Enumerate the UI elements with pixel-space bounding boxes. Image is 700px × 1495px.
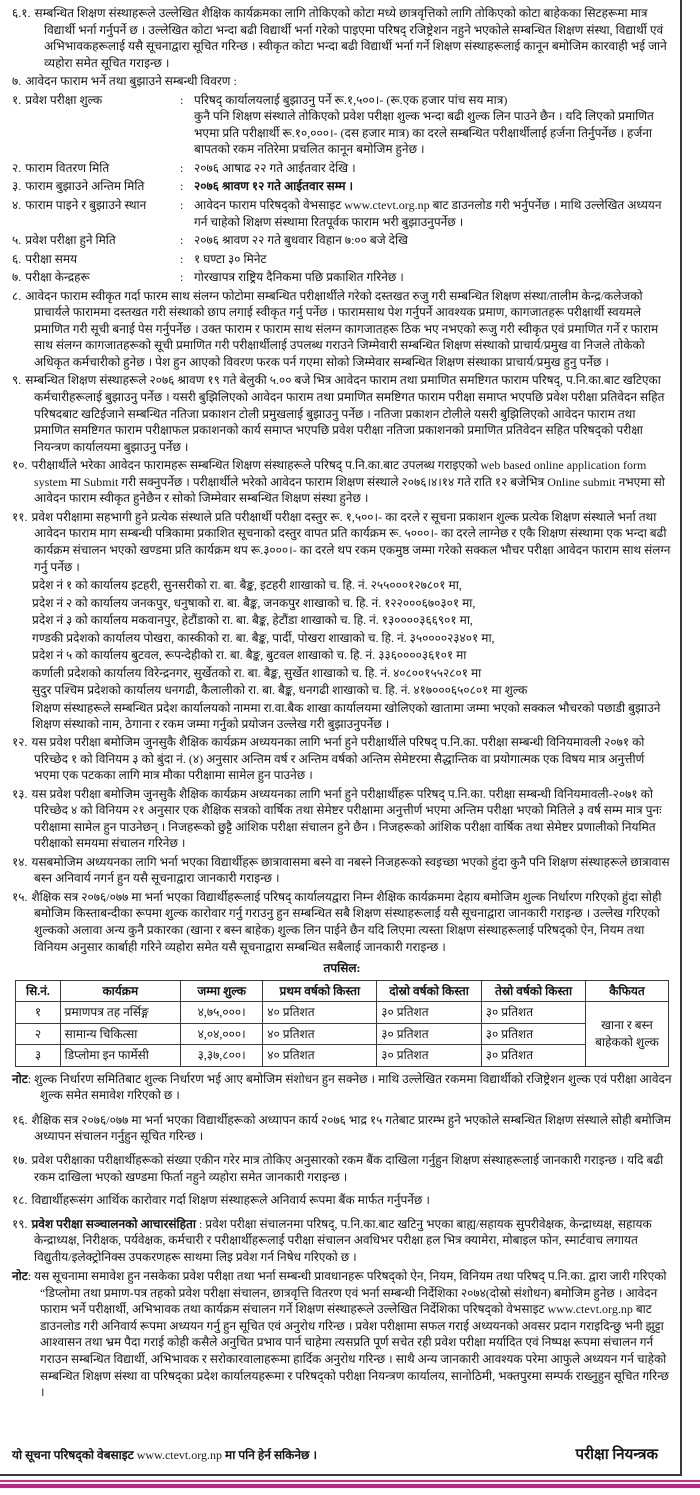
detail-value: २०७६ श्रावण २२ गते बुधवार विहान ७:०० बजे देखि: [194, 233, 408, 248]
detail-colon: :: [180, 92, 184, 107]
cell-third-installment: ३० प्रतिशत: [481, 1045, 586, 1067]
detail-item-7: [12, 269, 672, 286]
cell-program: सामान्य चिकित्सा: [60, 1023, 180, 1045]
col-header-sn: सि.नं.: [16, 980, 60, 1002]
detail-label: ४. फाराम पाइने र बुझाउने स्थान: [12, 198, 147, 213]
para-9: ९. सम्बन्धित शिक्षण संस्थाहरूले २०७६ श्रावण १९ गते बेलुकी ५.०० बजे भित्र आवेदन फाराम तथा प्रमाणित समष्टिगत फाराम परिषद्, प.नि.का.बाट खटिएका कर्मचारीहरूलाई बुझाउनु पर्नेछ । यसरी बुझिलिएको आवेदन फाराम तथा प्रमाणित समष्टिगत फाराम परीक्षा समाप्त भएपछि प्रवेश परीक्षा प्रतिवेदन सहित परिषदबाट खटिईजाने सम्बन्धित नतिजा प्रकाशन टोली प्रमुखलाई बुझाउनु पर्नेछ । नतिजा प्रकाशन टोलीले यसरी बुझिलिएको आवेदन फाराम तथा प्रमाणित समष्टिगत फाराम परीक्षाफल प्रकाशनको कार्य समाप्त भएपछि प्रवेश परीक्षा नतिजा प्रकाशनको प्रमाणित प्रतिवेदन सहित परिषद्को परीक्षा नियन्त्रण कार्यालयमा बुझाउनु पर्नेछ ।: [12, 373, 665, 454]
cell-sn: २: [16, 1023, 60, 1045]
table-row: [16, 1023, 668, 1045]
col-header-third-installment: तेस्रो वर्षको किस्ता: [481, 980, 586, 1002]
cell-sn: ३: [16, 1045, 60, 1067]
code-of-conduct-title: प्रवेश परीक्षा सञ्चालनको आचारसंहिता: [31, 1216, 196, 1231]
magenta-divider: [0, 1480, 700, 1488]
detail-colon: :: [180, 160, 184, 175]
col-header-total-fee: जम्मा शुल्क: [180, 980, 262, 1002]
cell-first-installment: ४० प्रतिशत: [263, 1045, 377, 1067]
para-11: ११. प्रवेश परीक्षामा सहभागी हुने प्रत्येक संस्थाले प्रति परीक्षार्थी परीक्षा दस्तुर रू. १,५००।- का दरले र सूचना प्रकाशन शुल्क प्रत्येक शिक्षण संस्थाले भर्ना तथा आवेदन फाराम माग सम्बन्धी पत्रिकामा प्रकाशित सूचनाको दस्तुर वापत प्रति कार्यक्रम रू. ५०००।- का दरले लाग्नेछ र एकै शिक्षण संस्थामा एक भन्दा बढी कार्यक्रम संचालन भएको खण्डमा प्रति कार्यक्रम थप रू.३०००।- का दरले थप रकम एकमुष्ठ जम्मा गरेको सक्कल भौचर परीक्षा आवेदन फाराम साथ संलग्न गर्नु पर्नेछ ।: [12, 509, 671, 574]
cell-first-installment: ४० प्रतिशत: [263, 1002, 377, 1024]
final-note: [12, 1268, 672, 1400]
detail-item-6: [12, 251, 672, 268]
cell-program: डिप्लोमा इन फार्मेसी: [60, 1045, 180, 1067]
fee-schedule-table: [15, 980, 668, 1067]
notice-footer: [12, 1445, 672, 1468]
signatory-exam-controller: परीक्षा नियन्त्रक: [575, 1447, 658, 1464]
detail-item-1: [12, 92, 672, 158]
para-16: १६. शैक्षिक सत्र २०७६/०७७ मा भर्ना भएका विद्यार्थीहरूको अध्यापन कार्य २०७६ भाद्र १५ गतेबाट प्रारम्भ हुने भएकोले सम्बन्धित शिक्षण संस्थाले सोही बमोजिम अध्यापन संचालन गर्नुहुन सूचित गरिन्छ ।: [12, 1112, 671, 1144]
detail-value: [194, 92, 672, 158]
detail-colon: :: [180, 233, 184, 248]
para-12: १२. यस प्रवेश परीक्षा बमोजिम जुनसुकै शैक्षिक कार्यक्रम अध्ययनका लागि भर्ना हुने परीक्षार्थीले परिषद् प.नि.का. परीक्षा सम्बन्धी विनियमावली २०७१ को परिच्छेद १ को विनियम ३ को बुंदा नं. (४) अनुसार अन्तिम वर्ष र अन्तिम वर्षको अन्तिम सेमेष्टरमा सैद्धान्तिक वा प्रयोगात्मक एक विषय मात्र अनुत्तीर्ण भएमा एक पटकका लागि मात्र मौका परीक्षामा सामेल हुन पाउनेछ ।: [12, 734, 645, 783]
para-text: सम्बन्धित शिक्षण संस्थाहरूले उल्लेखित शैक्षिक कार्यक्रमका लागि तोकिएको कोटा मध्ये छात्रवृत्तिको लागि तोकिएको कोटा बाहेकका सिटहरूमा मात्र विद्यार्थी भर्ना गर्नुपर्ने छ । उल्लेखित कोटा भन्दा बढी विद्यार्थी भर्ना गरेको पाइएमा परिषद् रजिष्ट्रेशन नहुने भएकोले सम्बन्धित शिक्षण संस्था, विद्यार्थी एवं अभिभावकहरूलाई यसै सूचनाद्वारा सूचित गरिन्छ । स्वीकृत कोटा भन्दा बढी विद्यार्थी भर्ना गर्ने शिक्षण संस्थाहरूलाई कानून बमोजिम कारवाही भई जाने व्यहोरा समेत सूचित गराइन्छ ।: [34, 6, 667, 70]
col-header-first-installment: प्रथम वर्षको किस्ता: [263, 980, 377, 1002]
detail-value: गोरखापत्र राष्ट्रिय दैनिकमा पछि प्रकाशित गरिनेछ ।: [194, 270, 404, 285]
note-text: : यस सूचनामा समावेश हुन नसकेका प्रवेश परीक्षा तथा भर्ना सम्बन्धी प्रावधानहरू परिषद्को ऐन, नियम, विनियम तथा परिषद् प.नि.का. द्वारा जारी गरिएको “डिप्लोमा तथा प्रमाण-पत्र तहको प्रवेश परीक्षा संचालन, छात्रवृत्ति वितरण एवं भर्ना सम्बन्धी निर्देशिका २०७४(दोस्रो संशोधन) बमोजिम हुनेछ । आवेदन फाराम भर्ने परीक्षार्थी, अभिभावक तथा कार्यक्रम संचालन गर्ने शिक्षण संस्थाहरूले उल्लेखित निर्देशिका परिषद्को वेभसाइट www.ctevt.org.np बाट डाउनलोड गरी अनिवार्य रूपमा अध्ययन गर्नु हुन सूचित एवं अनुरोध गरिन्छ । प्रवेश परीक्षामा सफल गराई अध्ययनको अवसर प्रदान गराइदिन्छु भनी झुट्टा आश्वासन तथा भ्रम पैदा गराई कोही कसैले अनुचित प्रभाव पार्न चाहेमा त्यसप्रति पूर्ण सचेत रही प्रवेश परीक्षा मर्यादित एवं निष्पक्ष रूपमा संचालन गर्न गराउन सम्बन्धित विद्यार्थी, अभिभावक र सरोकारवालाहरूमा हार्दिक अनुरोध गरिन्छ । साथै अन्य जानकारी आवश्यक परेमा आफुले अध्ययन गर्न चाहेको सम्बन्धित शिक्षण संस्था वा परिषद्का प्रदेश कार्यालयहरूमा र परिषद्को परीक्षा नियन्त्रण कार्यालय, सानोठिमी, भक्तपुरमा सम्पर्क राख्नुहुन सूचित गरिन्छ ।: [27, 1269, 669, 1400]
col-header-program: कार्यक्रम: [60, 980, 180, 1002]
cell-remarks-merged: खाना र बस्न बाहेकको शुल्क: [586, 1002, 668, 1067]
para-number: ७.: [12, 74, 22, 89]
col-header-remarks: कैफियत: [586, 980, 668, 1002]
heading-text: आवेदन फाराम भर्ने तथा बुझाउने सम्बन्धी विवरण :: [25, 74, 237, 89]
detail-label: १. प्रवेश परीक्षा शुल्क: [12, 92, 103, 107]
para-18: १८. विद्यार्थीहरूसंग आर्थिक कारोवार गर्दा शिक्षण संस्थाहरूले अनिवार्य रूपमा बैंक मार्फत गर्नुपर्नेछ ।: [12, 1193, 430, 1208]
note-label: नोट: [12, 1071, 28, 1086]
bank-account-line-sudurpashchim: सुदुर पश्चिम प्रदेशको कार्यालय धनगढी, कैलालीको रा. बा. बैङ्क, धनगढी शाखाको च. हि. नं. ४१७०००६५०८०१ मा शुल्क: [32, 683, 528, 698]
detail-colon: :: [180, 270, 184, 285]
cell-third-installment: ३० प्रतिशत: [481, 1023, 586, 1045]
code-of-conduct-text: : प्रवेश परीक्षा संचालनमा परिषद्, प.नि.का.बाट खटिनु भएका बाह्य/सहायक सुपरीवेक्षक, केन्द्राध्यक्ष, सहायक केन्द्राध्यक्ष, निरीक्षक, पर्यवेक्षक, कर्मचारी र परीक्षार्थीहरूलाई परीक्षा संचालन अवधिभर परीक्षा हल भित्र क्यामेरा, मोबाइल फोन, स्मार्टवाच लगायत विद्युतीय/इलेक्ट्रोनिक्स उपकरणहरू साथमा लिइ प्रवेश गर्न निषेध गरिएको छ ।: [34, 1216, 652, 1264]
cell-total: ३,३७,८००।: [180, 1045, 262, 1067]
note-text: : शुल्क निर्धारण समितिबाट शुल्क निर्धारण भई आए बमोजिम संशोधन हुन सक्नेछ । माथि उल्लेखित रकममा विद्यार्थीको रजिष्ट्रेशन शुल्क एवं परीक्षा आवेदन शुल्क समेत समावेश गरिएको छ ।: [27, 1071, 672, 1103]
cell-total: ४,०४,०००।: [180, 1023, 262, 1045]
detail-value: आवेदन फाराम परिषद्को वेभसाइट www.ctevt.org.np बाट डाउनलोड गरी भर्नुपर्नेछ । माथि उल्लेखित अध्ययन गर्न चाहेको शिक्षण संस्थामा रितपूर्वक फाराम भरी बुझाउनुपर्नेछ ।: [194, 198, 662, 229]
detail-colon: :: [180, 198, 184, 213]
table-row: [16, 1045, 668, 1067]
bank-account-line-gandaki: गण्डकी प्रदेशको कार्यालय पोखरा, कास्कीको रा. बा. बैङ्क, पार्दी, पोखरा शाखाको च. हि. नं. ३५००००२३४०१ मा,: [32, 630, 495, 645]
table-title: तपसिल:: [323, 961, 361, 976]
detail-item-2: [12, 160, 672, 177]
cell-second-installment: ३० प्रतिशत: [377, 1002, 482, 1024]
detail-value: १ घण्टा ३० मिनेट: [194, 251, 267, 266]
ctevt-website-url: www.ctevt.org.np: [136, 1448, 223, 1463]
para-10: १०. परीक्षार्थीले भरेका आवेदन फारामहरू सम्बन्धित शिक्षण संस्थाहरूले परिषद् प.नि.का.बाट उपलब्ध गराइएको web based online application form system मा Submit गरी सक्नुपर्नेछ । परीक्षार्थीले भरेको आवेदन फाराम शिक्षण संस्थाले २०७६।४।१४ गते राति १२ बजेभित्र Online submit नभएमा सो आवेदन फाराम स्वीकृत हुनेछैन र सोको जिम्मेवार सम्बन्धित शिक्षण संस्था हुनेछ ।: [12, 458, 665, 506]
para-6-1: [12, 5, 672, 71]
table-row: [16, 1002, 668, 1024]
detail-value: २०७६ आषाढ २२ गते आईतवार देखि ।: [194, 160, 356, 175]
detail-label: ३. फाराम बुझाउने अन्तिम मिति: [12, 179, 145, 194]
bank-deposit-instruction: शिक्षण संस्थाहरूले सम्बन्धित प्रदेश कार्यालयको नाममा रा.वा.बैक शाखा कार्यालयमा खोलिएको खातामा जम्मा भएको सक्कल भौचरको पछाडी बुझाउने शिक्षण संस्थाको नाम, ठेगाना र रकम जम्मा गर्नुको प्रयोजन उल्लेख गरी बुझाउनुपर्नेछ ।: [32, 700, 661, 732]
para-19-code-of-conduct: १९. प्रवेश परीक्षा सञ्चालनको आचारसंहिता : प्रवेश परीक्षा संचालनमा परिषद्, प.नि.का.बाट खटिनु भएका बाह्य/सहायक सुपरीवेक्षक, केन्द्राध्यक्ष, सहायक केन्द्राध्यक्ष, निरीक्षक, पर्यवेक्षक, कर्मचारी र परीक्षार्थीहरूलाई परीक्षा संचालन अवधिभर परीक्षा हल भित्र क्यामेरा, मोबाइल फोन, स्मार्टवाच लगायत विद्युतीय/इलेक्ट्रोनिक्स उपकरणहरू साथमा लिइ प्रवेश गर्न निषेध गरिएको छ ।: [12, 1216, 652, 1264]
table-header-row: [16, 980, 668, 1002]
fee-main-line: परिषद् कार्यालयलाई बुझाउनु पर्ने रू.१,५००।- (रू.एक हजार पांच सय मात्र): [194, 92, 508, 107]
para-number: ६.१.: [12, 6, 31, 20]
detail-label: ५. प्रवेश परीक्षा हुने मिति: [12, 233, 116, 248]
cell-second-installment: ३० प्रतिशत: [377, 1045, 482, 1067]
cell-third-installment: ३० प्रतिशत: [481, 1002, 586, 1024]
col-header-second-installment: दोस्रो वर्षको किस्ता: [377, 980, 482, 1002]
detail-item-5: [12, 232, 672, 249]
para-15: १५. शैक्षिक सत्र २०७६/०७७ मा भर्ना भएका विद्यार्थीहरूलाई परिषद् कार्यालयद्वारा निम्न शैक्षिक कार्यक्रममा देहाय बमोजिम शुल्क निर्धारण गरिएको हुंदा सोही बमोजिम किस्ताबन्दीका रूपमा शुल्क कारोवार गर्नु गराउनु हुन सम्बन्धित सबै शिक्षण संस्थाहरूलाई यसै सूचनाद्वारा जानकारी गराइन्छ । उल्लेख गरिएको शुल्कको अलावा अन्य कुनै प्रकारका (खाना र बस्न बाहेक) शुल्क लिन पाईने छैन यदि लिएमा त्यस्ता शिक्षण संस्थाहरूलाई परिषद्को ऐन, नियम तथा विनियम अनुसार कार्बाही गरिने व्यहोरा समेत यसै सूचनाद्वारा सम्बन्धित सबैलाई जानकारी गराइन्छ ।: [12, 889, 662, 954]
cell-total: ४,७५,०००।: [180, 1002, 262, 1024]
divider-line-thick: [0, 1484, 700, 1488]
detail-colon: :: [180, 251, 184, 266]
cell-second-installment: ३० प्रतिशत: [377, 1023, 482, 1045]
fee-penalty-note: कुनै पनि शिक्षण संस्थाले तोकिएको प्रवेश परीक्षा शुल्क भन्दा बढी शुल्क लिन पाउने छैन । यदि लिएको प्रमाणित भएमा प्रति परीक्षार्थी रू.१०,०००।- (दस हजार मात्र) का दरले सम्बन्धित परीक्षार्थीलाई हर्जना तिर्नुपर्नेछ । हर्जना बापतको रकम नतिरेमा प्रचलित कानून बमोजिम हुनेछ ।: [194, 109, 654, 157]
bank-account-line-karnali: कर्णाली प्रदेशको कार्यालय विरेन्द्रनगर, सुर्खेतको रा. बा. बैङ्क, सुर्खेत शाखाको च. हि. नं. ४०८००१५५२८०१ मा: [32, 665, 482, 680]
detail-item-4: [12, 197, 672, 230]
bank-account-line-province1: प्रदेश नं १ को कार्यालय इटहरी, सुनसरीको रा. बा. बैङ्क, इटहरी शाखाको च. हि. नं. २५५०००१२७८०१ मा,: [32, 578, 462, 593]
para-14: १४. यसबमोजिम अध्ययनका लागि भर्ना भएका विद्यार्थीहरू छात्रावासमा बस्ने वा नबस्ने निजहरूको स्वइच्छा भएको हुंदा कुनै पनि शिक्षण संस्थाहरूले छात्रावास बस्न अनिवार्य नगर्न हुन यसै सूचनाद्वारा जानकारी गराइन्छ ।: [12, 854, 670, 886]
cell-sn: १: [16, 1002, 60, 1024]
table-note: [12, 1071, 672, 1104]
heading-7: [12, 73, 672, 90]
bank-account-line-province2: प्रदेश नं २ को कार्यालय जनकपुर, धनुषाको रा. बा. बैङ्क, जनकपुर शाखाको च. हि. नं. १२२०००६७०३०१ मा,: [32, 595, 476, 610]
para-17: १७. प्रवेश परीक्षाका परीक्षार्थीहरूको संख्या एकीन गरेर मात्र तोकिए अनुसारको रकम बैंक दाखिला गर्नुहुन शिक्षण संस्थाहरूलाई जानकारी गराइन्छ । यदि बढी रकम दाखिला भएको खण्डमा फिर्ता नहुने व्यहोरा समेत जानकारी गराइन्छ ।: [12, 1153, 664, 1184]
bank-account-line-province3: प्रदेश नं ३ को कार्यालय मकवानपुर, हेटौंडाको रा. बा. बैङ्क, हेटौंडा शाखाको च. हि. नं. १३००००३६६९०१ मा,: [32, 613, 473, 628]
detail-label: ६. परीक्षा समय: [12, 251, 78, 266]
website-reference: यो सूचना परिषद्को वेबसाइट www.ctevt.org.np मा पनि हेर्न सकिनेछ ।: [12, 1448, 318, 1463]
cell-first-installment: ४० प्रतिशत: [263, 1023, 377, 1045]
bank-account-line-province5: प्रदेश नं ५ को कार्यालय बुटवल, रूपन्देहीको रा. बा. बैङ्क, बुटवल शाखाको च. हि. नं. ३३६००००३६१०१ मा: [32, 648, 467, 663]
detail-value-deadline: २०७६ श्रावण १२ गते आईतवार सम्म ।: [194, 179, 354, 194]
detail-item-3: [12, 178, 672, 195]
detail-colon: :: [180, 179, 184, 194]
para-8: ८. आवेदन फाराम स्वीकृत गर्दा फारम साथ संलग्न फोटोमा सम्बन्धित परीक्षार्थीले गरेको दस्तखत रुजु गरी सम्बन्धित शिक्षण संस्था/तालीम केन्द्र/कलेजको प्राचार्यले फाराममा दस्तखत गरी संस्थाको छाप लगाई स्वीकृत गर्नु पर्नेछ । फारामसाथ पेश गर्नुपर्ने आवश्यक प्रमाण, कागजातहरू परीक्षार्थी स्वयमले प्रमाणित गरी सूची बनाई पेस गर्नुपर्नेछ । उक्त फाराम र फाराम साथ संलग्न कागजातहरू ठिक भए नभएको रूजु गरी स्वीकृत एवं प्रमाणित गर्ने र फाराम साथ संलग्न कागजातहरूको सूची प्रमाणित गरी परीक्षार्थीलाई उपलब्ध गराउने जिम्मेवारी सम्बन्धित शिक्षण संस्थाको प्राचार्य/प्रमुख वा निजले तोकेको अधिकृत कर्मचारीको हुनेछ । पेश हुन आएको विवरण फरक पर्न गएमा सोको जिम्मेवार सम्बन्धित शिक्षण संस्थाका प्राचार्य/प्रमुख हुनु पर्नेछ ।: [12, 288, 659, 369]
note-label: नोट: [12, 1269, 28, 1284]
detail-label: २. फाराम वितरण मिति: [12, 160, 110, 175]
detail-label: ७. परीक्षा केन्द्रहरू: [12, 270, 90, 285]
para-13: १३. यस प्रवेश परीक्षा बमोजिम जुनसुकै शैक्षिक कार्यक्रम अध्ययनका लागि भर्ना हुने परीक्षार्थीहरू परिषद् प.नि.का. परीक्षा सम्बन्धी विनियमावली-२०७१ को परिच्छेद ४ को विनियम २१ अनुसार एक शैक्षिक सत्रको वार्षिक तथा सेमेष्टर परीक्षामा अनुत्तीर्ण भएमा अन्तिम परीक्षा भएको मितिले ३ वर्ष सम्म मात्र पुनः परीक्षामा सामेल हुन पाउनेछन् । निजहरूको छुट्टै आंशिक परीक्षा संचालन हुने छैन । निजहरूको आंशिक परीक्षा वार्षिक तथा सेमेष्टर प्रणालीको नियमित परीक्षाको समयमा संचालन गरिनेछ ।: [12, 786, 662, 851]
cell-program: प्रमाणपत्र तह नर्सिङ्ग: [60, 1002, 180, 1024]
